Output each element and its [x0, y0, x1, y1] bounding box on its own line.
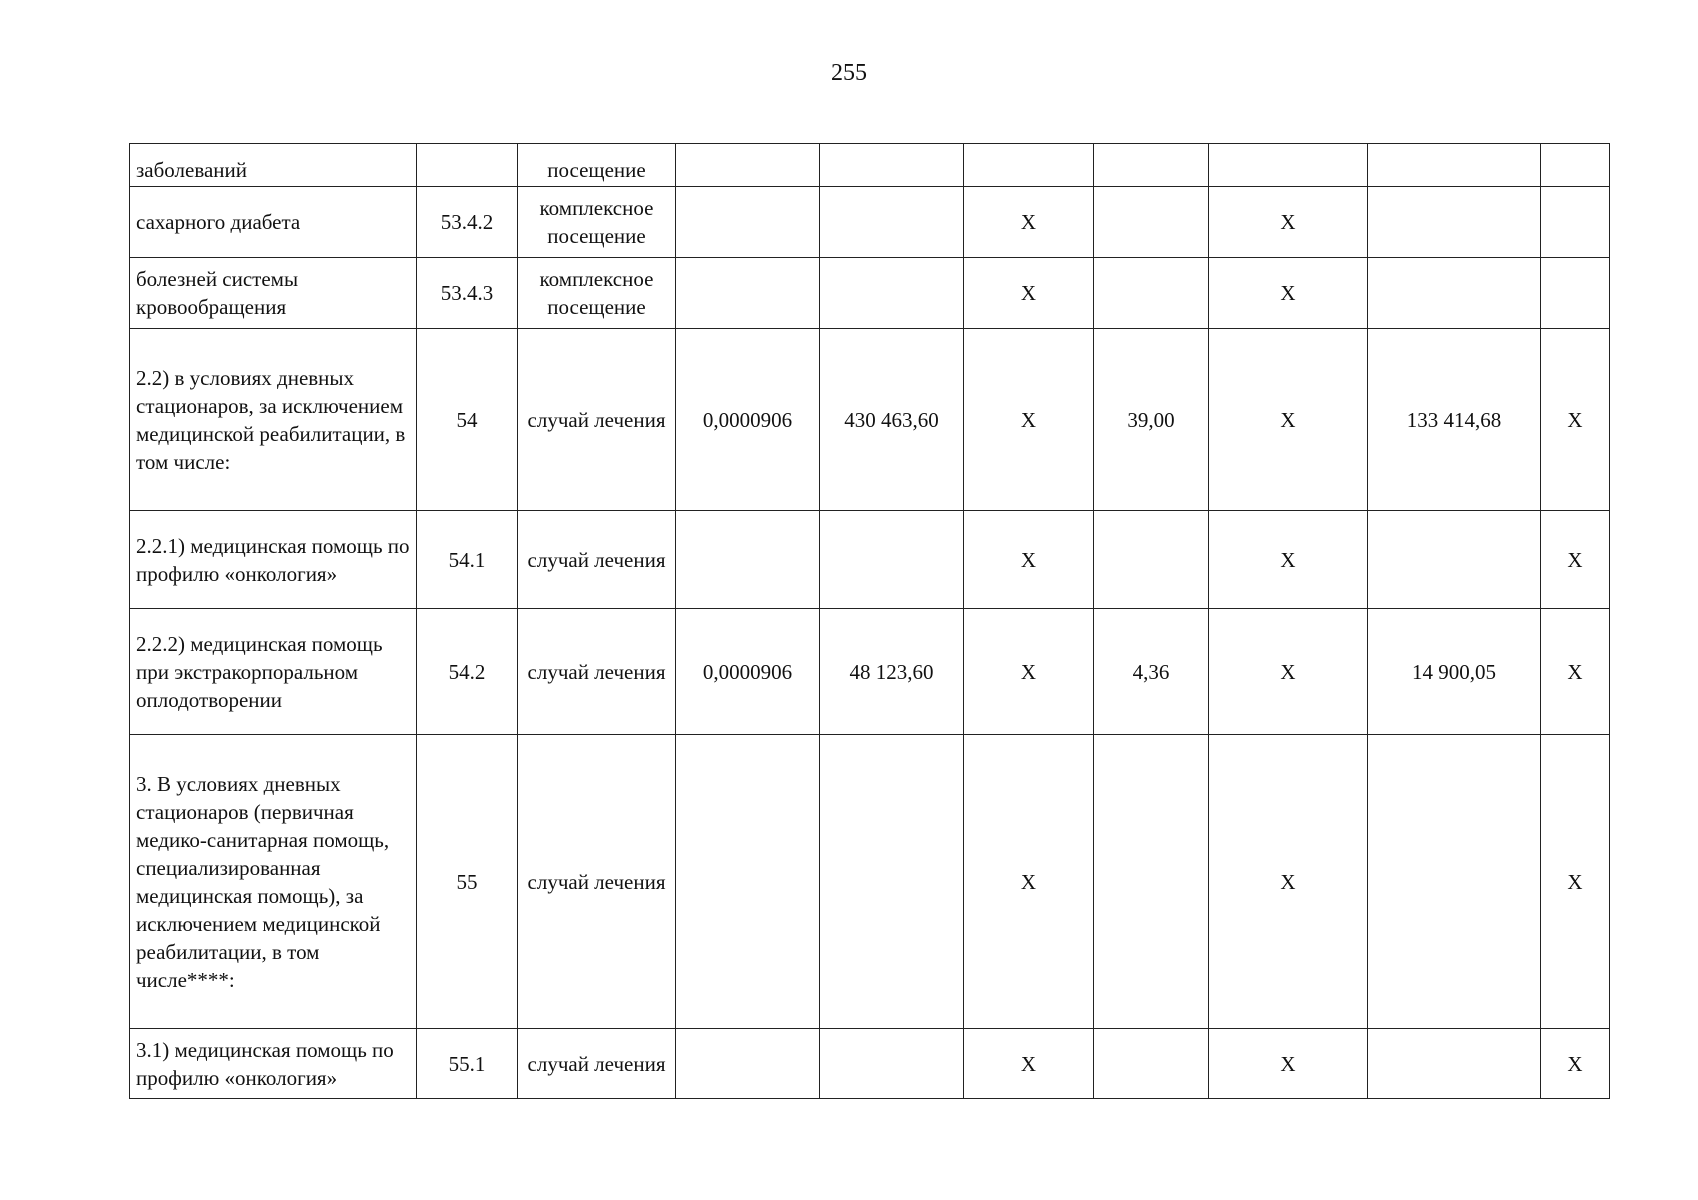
row-code	[417, 144, 518, 187]
cell-col5	[820, 144, 964, 187]
cell-col6	[964, 144, 1094, 187]
cell-col5	[820, 511, 964, 609]
cell-col10	[1541, 258, 1610, 329]
cell-col9	[1368, 1029, 1541, 1099]
cell-col4: 0,0000906	[676, 609, 820, 735]
cell-col5	[820, 735, 964, 1029]
cell-col7	[1094, 1029, 1209, 1099]
table-row	[130, 735, 1610, 1029]
table-row	[130, 609, 1610, 735]
row-name: сахарного диабета	[130, 187, 417, 258]
row-unit: случай лечения	[518, 1029, 676, 1099]
row-name: 2.2) в условиях дневных стационаров, за исключением медицинской реабилитации, в том числе:	[130, 329, 417, 511]
cell-col5	[820, 1029, 964, 1099]
cell-col7	[1094, 258, 1209, 329]
financing-table	[129, 143, 1610, 1099]
row-code: 53.4.2	[417, 187, 518, 258]
cell-col10	[1541, 144, 1610, 187]
cell-col10: X	[1541, 329, 1610, 511]
cell-col10: X	[1541, 1029, 1610, 1099]
cell-col8: X	[1209, 609, 1368, 735]
cell-col5	[820, 258, 964, 329]
cell-col10	[1541, 187, 1610, 258]
cell-col7	[1094, 735, 1209, 1029]
cell-col7	[1094, 144, 1209, 187]
cell-col8: X	[1209, 329, 1368, 511]
cell-col10: X	[1541, 511, 1610, 609]
cell-col7	[1094, 187, 1209, 258]
row-name: 2.2.2) медицинская помощь при экстракорпоральном оплодотворении	[130, 609, 417, 735]
row-name: 2.2.1) медицинская помощь по профилю «онкология»	[130, 511, 417, 609]
cell-col4	[676, 735, 820, 1029]
cell-col4	[676, 144, 820, 187]
cell-col6: X	[964, 735, 1094, 1029]
cell-col8: X	[1209, 1029, 1368, 1099]
row-code: 55.1	[417, 1029, 518, 1099]
cell-col8: X	[1209, 258, 1368, 329]
cell-col9: 14 900,05	[1368, 609, 1541, 735]
row-unit: посещение	[518, 144, 676, 187]
table-row	[130, 329, 1610, 511]
table-row	[130, 258, 1610, 329]
row-name: 3. В условиях дневных стационаров (первичная медико-санитарная помощь, специализированная медицинская помощь), за исключением медицинской реабилитации, в том числе****:	[130, 735, 417, 1029]
cell-col9: 133 414,68	[1368, 329, 1541, 511]
row-code: 54.1	[417, 511, 518, 609]
row-code: 55	[417, 735, 518, 1029]
cell-col10: X	[1541, 609, 1610, 735]
cell-col6: X	[964, 609, 1094, 735]
table-row	[130, 1029, 1610, 1099]
cell-col5: 48 123,60	[820, 609, 964, 735]
table-row	[130, 511, 1610, 609]
cell-col4	[676, 258, 820, 329]
row-unit: случай лечения	[518, 609, 676, 735]
row-name: болезней системы кровообращения	[130, 258, 417, 329]
cell-col6: X	[964, 187, 1094, 258]
page-number: 255	[831, 60, 867, 86]
row-name: заболеваний	[130, 144, 417, 187]
cell-col5	[820, 187, 964, 258]
table-row	[130, 187, 1610, 258]
row-code: 53.4.3	[417, 258, 518, 329]
row-unit: случай лечения	[518, 511, 676, 609]
cell-col9	[1368, 735, 1541, 1029]
row-name: 3.1) медицинская помощь по профилю «онкология»	[130, 1029, 417, 1099]
cell-col8	[1209, 144, 1368, 187]
cell-col7: 39,00	[1094, 329, 1209, 511]
cell-col6: X	[964, 511, 1094, 609]
row-unit: комплексное посещение	[518, 258, 676, 329]
cell-col9	[1368, 258, 1541, 329]
cell-col5: 430 463,60	[820, 329, 964, 511]
cell-col4	[676, 187, 820, 258]
row-code: 54	[417, 329, 518, 511]
row-unit: случай лечения	[518, 735, 676, 1029]
cell-col4	[676, 1029, 820, 1099]
cell-col6: X	[964, 258, 1094, 329]
cell-col8: X	[1209, 735, 1368, 1029]
row-code: 54.2	[417, 609, 518, 735]
cell-col8: X	[1209, 511, 1368, 609]
row-unit: комплексное посещение	[518, 187, 676, 258]
cell-col7	[1094, 511, 1209, 609]
cell-col9	[1368, 187, 1541, 258]
cell-col4: 0,0000906	[676, 329, 820, 511]
cell-col7: 4,36	[1094, 609, 1209, 735]
table-row	[130, 144, 1610, 187]
cell-col4	[676, 511, 820, 609]
cell-col10: X	[1541, 735, 1610, 1029]
cell-col6: X	[964, 1029, 1094, 1099]
row-unit: случай лечения	[518, 329, 676, 511]
cell-col9	[1368, 511, 1541, 609]
cell-col6: X	[964, 329, 1094, 511]
cell-col9	[1368, 144, 1541, 187]
cell-col8: X	[1209, 187, 1368, 258]
